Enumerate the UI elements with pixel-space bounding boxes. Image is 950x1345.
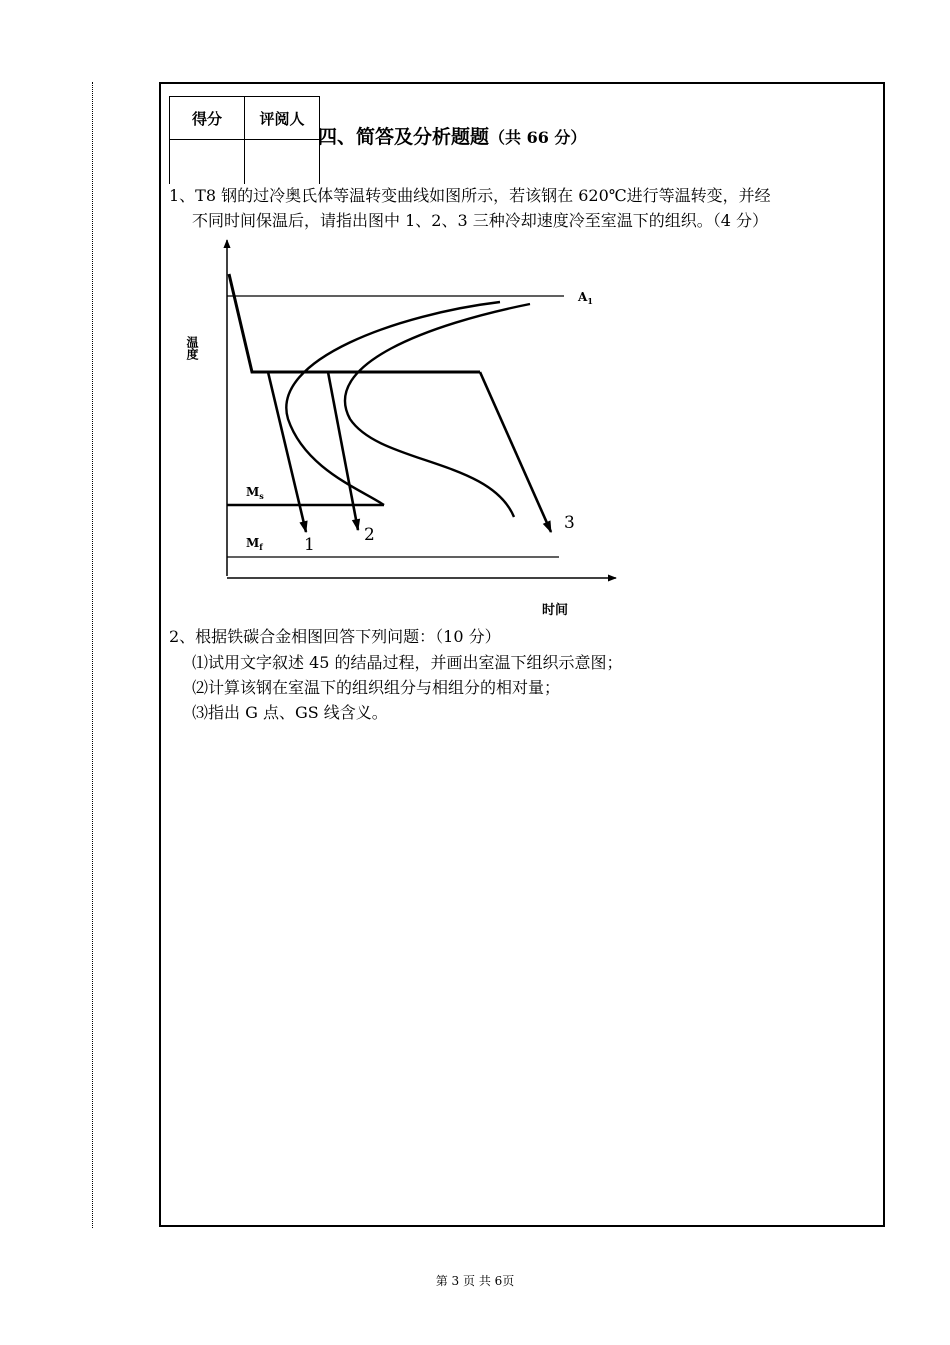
section-points: （共 66 分）: [489, 128, 587, 147]
page-number: 第 3 页 共 6页: [435, 1274, 515, 1288]
cooling-path-common: [229, 274, 480, 372]
mf-label: $M_f$: [246, 536, 263, 552]
binding-margin-line: [92, 82, 93, 1228]
cooling-curve-2: [328, 372, 358, 530]
curve-label-1: 1: [304, 535, 315, 555]
question-2-item-3: ⑶指出 G 点、GS 线含义。: [192, 703, 388, 722]
finish-c-curve: [345, 304, 530, 517]
y-axis-label: 温度: [185, 336, 199, 360]
score-cell[interactable]: [170, 140, 245, 185]
ms-label: $M_s$: [246, 485, 264, 501]
x-axis-label: 时间: [542, 603, 569, 618]
curve-label-2: 2: [364, 525, 375, 545]
question-1-line-1: 1、T8 钢的过冷奥氏体等温转变曲线如图所示，若该钢在 620℃进行等温转变，并经: [169, 186, 771, 205]
reviewer-header: 评阅人: [245, 97, 320, 140]
section-title: [318, 122, 586, 149]
curve-label-3: 3: [564, 513, 575, 533]
ttt-diagram: [170, 234, 640, 624]
question-2-intro: 2、根据铁碳合金相图回答下列问题：（10 分）: [169, 627, 501, 646]
reviewer-cell[interactable]: [245, 140, 320, 185]
question-2-item-1: ⑴试用文字叙述 45 的结晶过程，并画出室温下组织示意图；: [192, 653, 623, 672]
question-1-line-2: 不同时间保温后，请指出图中 1、2、3 三种冷却速度冷至室温下的组织。（4 分）: [192, 211, 768, 230]
section-title-text: 四、简答及分析题题: [318, 126, 490, 148]
question-2-item-2: ⑵计算该钢在室温下的组织组分与相组分的相对量；: [192, 678, 561, 697]
score-header: 得分: [170, 97, 245, 140]
a1-label: $A_1$: [578, 290, 593, 306]
score-table: [169, 96, 320, 184]
cooling-curve-3: [480, 372, 551, 532]
start-c-curve: [286, 302, 500, 505]
